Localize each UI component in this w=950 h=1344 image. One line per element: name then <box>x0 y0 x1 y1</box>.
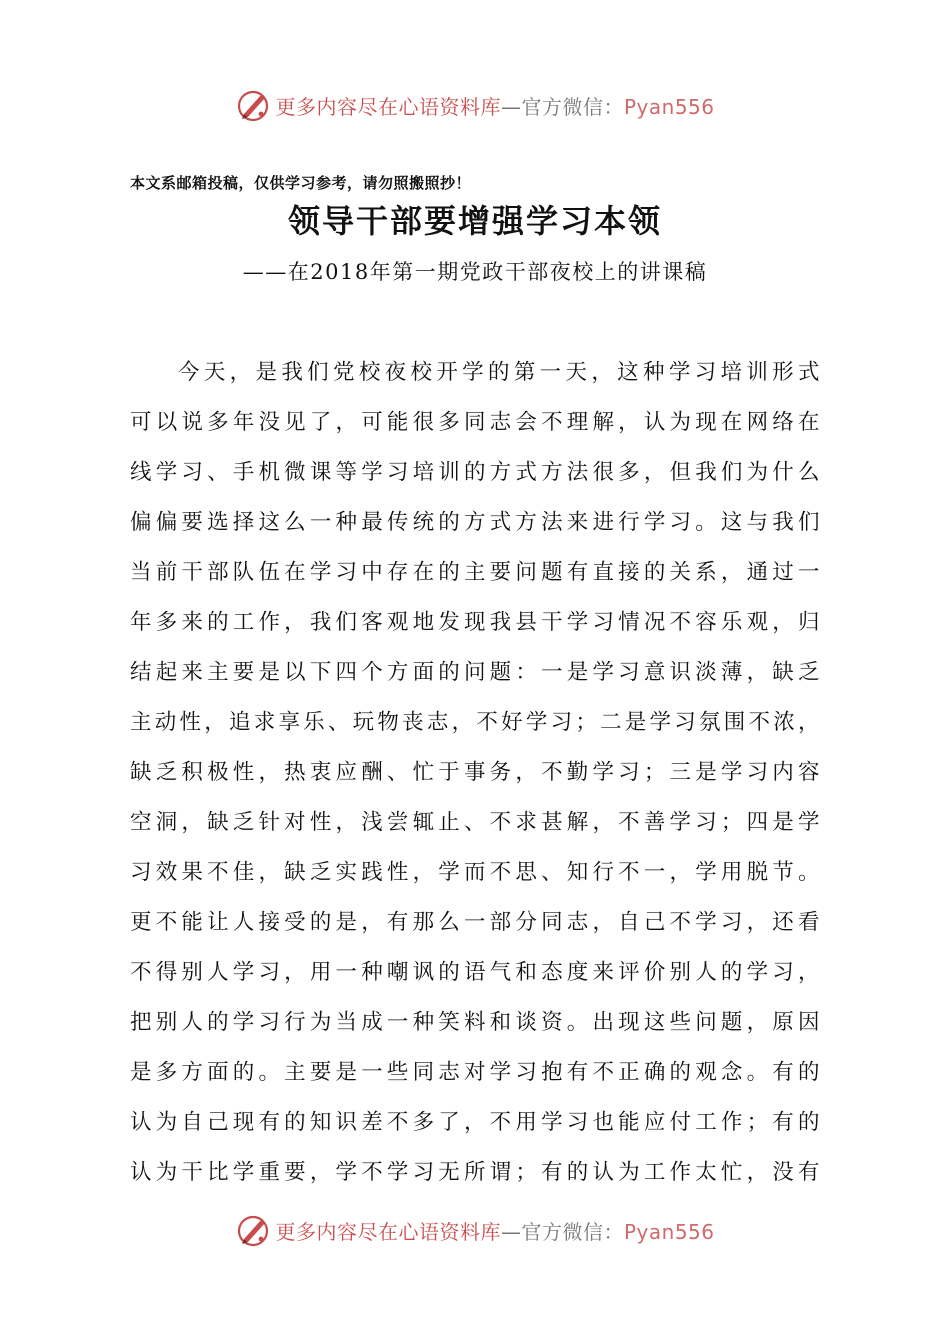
banner-wechat-id: Pyan556 <box>623 1219 715 1244</box>
page-subtitle: ——在2018年第一期党政干部夜校上的讲课稿 <box>242 260 708 284</box>
banner-wechat-id: Pyan556 <box>623 94 715 119</box>
body-line: 更不能让人接受的是，有那么一部分同志，自己不学习，还看 <box>130 910 820 935</box>
body-line: 线学习、手机微课等学习培训的方式方法很多，但我们为什么 <box>130 460 820 485</box>
pen-seal-logo-icon <box>235 87 271 123</box>
body-line: 是多方面的。主要是一些同志对学习抱有不正确的观念。有的 <box>130 1060 820 1085</box>
body-paragraph <box>130 348 820 1198</box>
body-line: 缺乏积极性，热衷应酬、忙于事务，不勤学习；三是学习内容 <box>130 760 820 785</box>
banner-main-text: 更多内容尽在心语资料库 <box>275 1219 501 1244</box>
body-line: 可以说多年没见了，可能很多同志会不理解，认为现在网络在 <box>130 410 820 435</box>
body-line: 年多来的工作，我们客观地发现我县干学习情况不容乐观，归 <box>130 610 820 635</box>
banner-main-text: 更多内容尽在心语资料库 <box>275 94 501 119</box>
body-line: 认为自己现有的知识差不多了，不用学习也能应付工作；有的 <box>130 1110 820 1135</box>
pen-seal-logo-icon <box>235 1212 271 1248</box>
body-line: 今天，是我们党校夜校开学的第一天，这种学习培训形式 <box>178 360 820 385</box>
body-line: 习效果不佳，缺乏实践性，学而不思、知行不一，学用脱节。 <box>130 860 820 885</box>
banner-sub-text: —官方微信： <box>500 1219 624 1244</box>
page-title: 领导干部要增强学习本领 <box>287 202 662 240</box>
banner-sub-text: —官方微信： <box>500 94 624 119</box>
body-line: 把别人的学习行为当成一种笑料和谈资。出现这些问题，原因 <box>130 1010 820 1035</box>
body-line: 认为干比学重要，学不学习无所谓；有的认为工作太忙，没有 <box>130 1160 820 1185</box>
submission-notice: 本文系邮箱投稿，仅供学习参考，请勿照搬照抄！ <box>130 174 472 192</box>
body-line: 当前干部队伍在学习中存在的主要问题有直接的关系，通过一 <box>130 560 820 585</box>
header-banner <box>0 83 950 127</box>
body-line: 空洞，缺乏针对性，浅尝辄止、不求甚解，不善学习；四是学 <box>130 810 820 835</box>
body-line: 偏偏要选择这么一种最传统的方式方法来进行学习。这与我们 <box>130 510 820 535</box>
body-line: 结起来主要是以下四个方面的问题：一是学习意识淡薄，缺乏 <box>130 660 820 685</box>
body-line: 不得别人学习，用一种嘲讽的语气和态度来评价别人的学习， <box>130 960 820 985</box>
body-line: 主动性，追求享乐、玩物丧志，不好学习；二是学习氛围不浓， <box>130 710 820 735</box>
footer-banner <box>0 1208 950 1252</box>
